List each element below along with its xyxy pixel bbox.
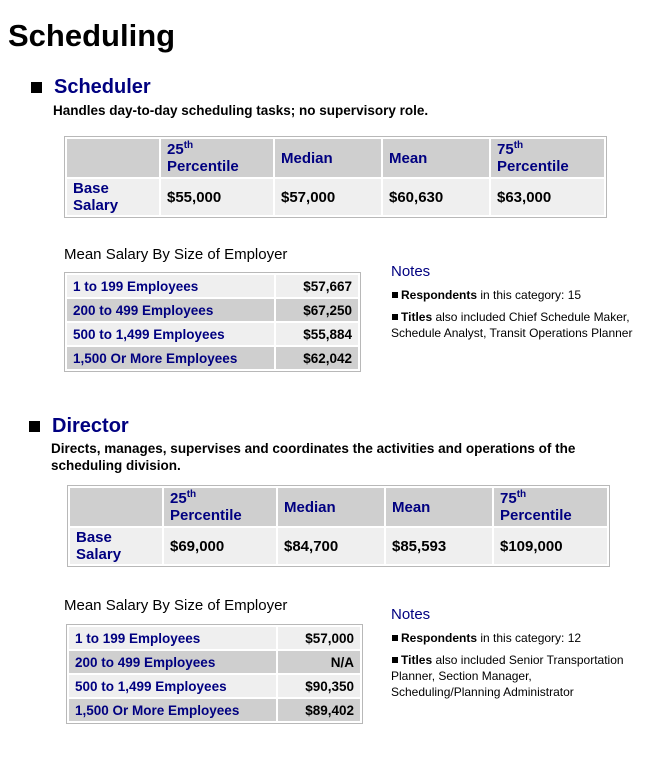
- employer-size-table: [66, 624, 363, 724]
- header-25th-percentile: 25th Percentile: [161, 139, 273, 177]
- employer-size-label: 500 to 1,499 Employees: [69, 675, 276, 697]
- notes-panel: [391, 263, 641, 347]
- notes-title: Notes: [391, 263, 431, 280]
- employer-size-label: 1,500 Or More Employees: [69, 699, 276, 721]
- employer-row: [67, 347, 358, 369]
- notes-title: Notes: [391, 606, 431, 623]
- header-empty-cell: [70, 488, 162, 526]
- respondents-note: Respondents in this category: 15: [391, 287, 641, 303]
- employer-size-label: 1 to 199 Employees: [69, 627, 276, 649]
- header-empty-cell: [67, 139, 159, 177]
- salary-table-header-row: [70, 488, 607, 526]
- employer-size-value: $62,042: [276, 347, 358, 369]
- employer-size-value: $57,667: [276, 275, 358, 297]
- header-mean: Mean: [386, 488, 492, 526]
- employer-size-value: $57,000: [278, 627, 360, 649]
- salary-table-header-row: [67, 139, 604, 177]
- section-description: Directs, manages, supervises and coordinates the activities and operations of the scheduling division.: [51, 441, 576, 473]
- section-description: Handles day-to-day scheduling tasks; no supervisory role.: [53, 103, 429, 118]
- section-heading: [31, 75, 151, 99]
- square-bullet-icon: [392, 635, 398, 641]
- employer-size-value: $67,250: [276, 299, 358, 321]
- employer-row: [69, 651, 360, 673]
- square-bullet-icon: [31, 82, 42, 93]
- employer-size-value: $89,402: [278, 699, 360, 721]
- employer-size-label: 1 to 199 Employees: [67, 275, 274, 297]
- respondents-note: Respondents in this category: 12: [391, 630, 641, 646]
- employer-size-value: $55,884: [276, 323, 358, 345]
- value-25th-percentile: $69,000: [164, 528, 276, 564]
- square-bullet-icon: [392, 657, 398, 663]
- titles-note: Titles also included Senior Transportation Planner, Section Manager, Scheduling/Planning Administrator: [391, 653, 624, 699]
- notes-panel: [391, 606, 641, 706]
- employer-size-label: 500 to 1,499 Employees: [67, 323, 274, 345]
- employer-row: [67, 299, 358, 321]
- employer-row: [67, 323, 358, 345]
- employer-size-label: 1,500 Or More Employees: [67, 347, 274, 369]
- salary-table-row: [70, 528, 607, 564]
- value-median: $84,700: [278, 528, 384, 564]
- header-median: Median: [278, 488, 384, 526]
- square-bullet-icon: [29, 421, 40, 432]
- section-heading: [29, 414, 129, 438]
- titles-note: Titles also included Chief Schedule Maker, Schedule Analyst, Transit Operations Planner: [391, 310, 633, 340]
- salary-table: [67, 485, 610, 567]
- header-75th-percentile: 75th Percentile: [491, 139, 604, 177]
- employer-table-title: Mean Salary By Size of Employer: [64, 597, 288, 614]
- header-mean: Mean: [383, 139, 489, 177]
- salary-table: [64, 136, 607, 218]
- employer-size-value: N/A: [278, 651, 360, 673]
- employer-row: [69, 699, 360, 721]
- square-bullet-icon: [392, 292, 398, 298]
- salary-table-row: [67, 179, 604, 215]
- value-mean: $60,630: [383, 179, 489, 215]
- value-median: $57,000: [275, 179, 381, 215]
- header-25th-percentile: 25th Percentile: [164, 488, 276, 526]
- employer-table-title: Mean Salary By Size of Employer: [64, 246, 288, 263]
- section-title: Director: [52, 415, 129, 437]
- base-salary-label: Base Salary: [67, 179, 159, 215]
- employer-size-table: [64, 272, 361, 372]
- value-75th-percentile: $63,000: [491, 179, 604, 215]
- value-75th-percentile: $109,000: [494, 528, 607, 564]
- employer-row: [67, 275, 358, 297]
- employer-size-value: $90,350: [278, 675, 360, 697]
- header-75th-percentile: 75th Percentile: [494, 488, 607, 526]
- employer-size-label: 200 to 499 Employees: [67, 299, 274, 321]
- employer-size-label: 200 to 499 Employees: [69, 651, 276, 673]
- section-title: Scheduler: [54, 76, 151, 98]
- value-25th-percentile: $55,000: [161, 179, 273, 215]
- employer-row: [69, 627, 360, 649]
- employer-row: [69, 675, 360, 697]
- base-salary-label: Base Salary: [70, 528, 162, 564]
- value-mean: $85,593: [386, 528, 492, 564]
- header-median: Median: [275, 139, 381, 177]
- page-title: Scheduling: [8, 18, 176, 53]
- square-bullet-icon: [392, 314, 398, 320]
